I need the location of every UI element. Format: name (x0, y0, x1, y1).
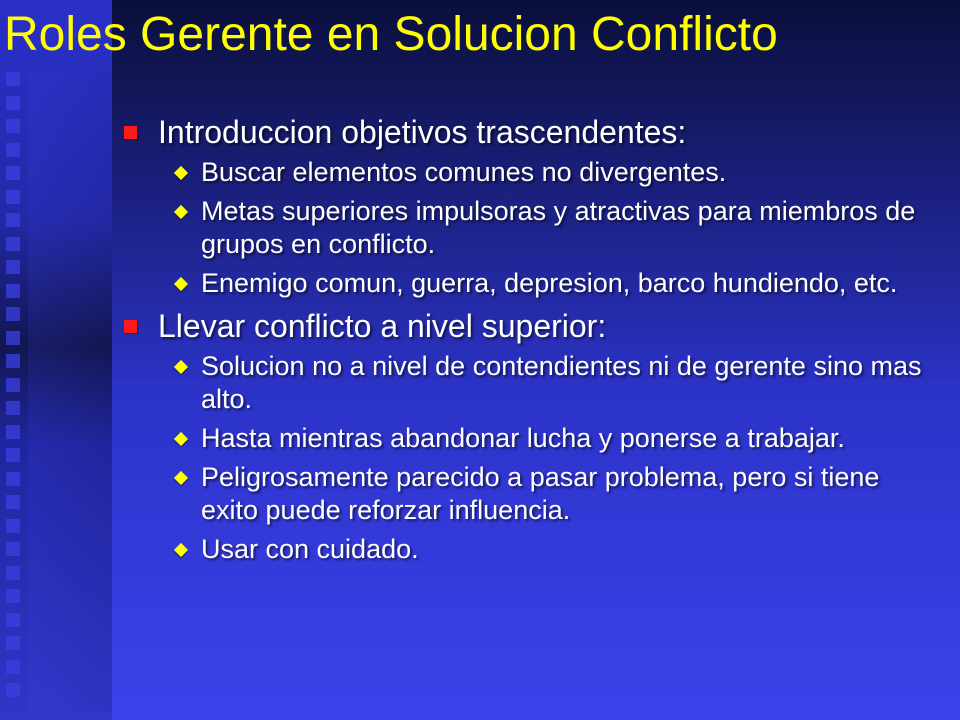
slide-title: Roles Gerente en Solucion Conflicto (4, 8, 778, 61)
decorative-square (6, 566, 20, 580)
decorative-square (6, 636, 20, 650)
diamond-bullet-icon (174, 166, 188, 180)
decorative-square (6, 354, 20, 368)
decorative-square (6, 472, 20, 486)
section-1 (122, 112, 942, 300)
section-heading-text: Llevar conflicto a nivel superior: (158, 308, 607, 344)
list-item-text: Enemigo comun, guerra, depresion, barco hundiendo, etc. (201, 268, 898, 298)
decorative-square (6, 96, 20, 110)
decorative-strip-column (28, 72, 112, 712)
section-heading (122, 306, 942, 346)
decorative-square (6, 213, 20, 227)
diamond-bullet-icon (174, 277, 188, 291)
diamond-bullet-icon (174, 432, 188, 446)
decorative-square (6, 143, 20, 157)
decorative-square (6, 683, 20, 697)
section-heading (122, 112, 942, 152)
list-item-text: Hasta mientras abandonar lucha y ponerse a trabajar. (201, 423, 845, 453)
decorative-square (6, 237, 20, 251)
list-item-text: Usar con cuidado. (201, 534, 419, 564)
decorative-square (6, 448, 20, 462)
decorative-square (6, 589, 20, 603)
decorative-square (6, 401, 20, 415)
decorative-square (6, 119, 20, 133)
list-item (122, 156, 942, 189)
decorative-squares (6, 72, 26, 712)
decorative-square (6, 542, 20, 556)
diamond-bullet-icon (174, 205, 188, 219)
decorative-square (6, 166, 20, 180)
slide-content (122, 112, 942, 572)
list-item (122, 533, 942, 566)
list-item (122, 461, 942, 527)
list-item (122, 350, 942, 416)
decorative-square (6, 72, 20, 86)
decorative-square (6, 495, 20, 509)
decorative-square (6, 660, 20, 674)
decorative-side-strip (0, 0, 112, 720)
list-item (122, 267, 942, 300)
list-item (122, 195, 942, 261)
section-2 (122, 306, 942, 566)
decorative-square (6, 519, 20, 533)
list-item (122, 422, 942, 455)
list-item-text: Peligrosamente parecido a pasar problema, pero si tiene exito puede reforzar influencia. (201, 462, 880, 525)
square-bullet-icon (124, 126, 137, 139)
list-item-text: Buscar elementos comunes no divergentes. (201, 157, 727, 187)
diamond-bullet-icon (174, 360, 188, 374)
decorative-square (6, 331, 20, 345)
diamond-bullet-icon (174, 543, 188, 557)
decorative-square (6, 613, 20, 627)
decorative-square (6, 307, 20, 321)
decorative-square (6, 284, 20, 298)
decorative-square (6, 378, 20, 392)
decorative-square (6, 190, 20, 204)
section-heading-text: Introduccion objetivos trascendentes: (158, 114, 687, 150)
decorative-square (6, 260, 20, 274)
diamond-bullet-icon (174, 471, 188, 485)
list-item-text: Solucion no a nivel de contendientes ni de gerente sino mas alto. (201, 351, 922, 414)
list-item-text: Metas superiores impulsoras y atractivas para miembros de grupos en conflicto. (201, 196, 916, 259)
square-bullet-icon (124, 320, 137, 333)
decorative-square (6, 425, 20, 439)
